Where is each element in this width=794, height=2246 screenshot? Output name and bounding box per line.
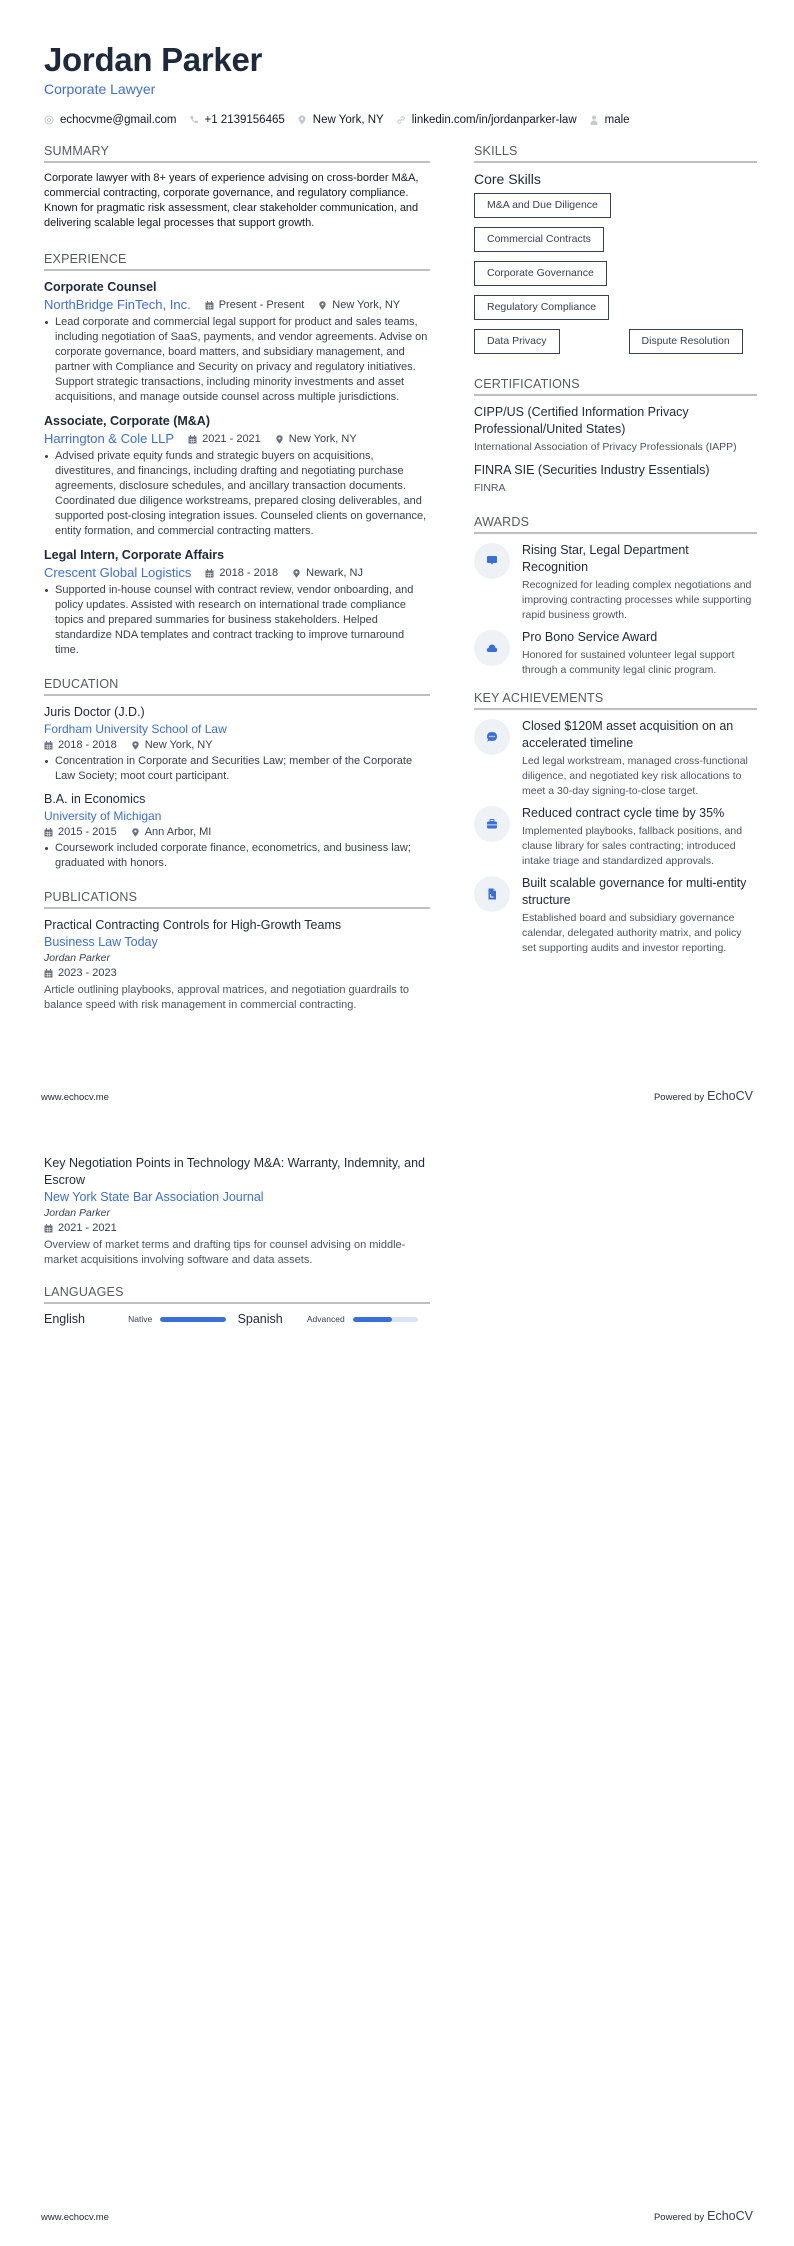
languages-heading: LANGUAGES bbox=[44, 1284, 430, 1304]
job-bullets bbox=[44, 315, 430, 405]
calendar-icon bbox=[44, 1224, 53, 1233]
location-pin-icon bbox=[297, 115, 307, 125]
award-description: Recognized for leading complex negotiations and improving contracting processes while supporting rapid business growth. bbox=[522, 579, 752, 621]
location-pin-icon bbox=[131, 741, 140, 750]
education-location bbox=[131, 737, 213, 753]
achievement-body bbox=[522, 805, 757, 869]
contact-gender bbox=[589, 114, 630, 126]
achievement-body bbox=[522, 875, 757, 956]
footer-website[interactable]: www.echocv.me bbox=[41, 1092, 109, 1103]
achievement-item bbox=[474, 805, 757, 869]
cloud-icon bbox=[474, 630, 510, 666]
achievement-title: Built scalable governance for multi-entity structure bbox=[522, 876, 747, 907]
summary-heading: SUMMARY bbox=[44, 143, 430, 163]
language-level: Advanced bbox=[306, 1314, 345, 1324]
briefcase-icon bbox=[474, 806, 510, 842]
footer-brand[interactable]: EchoCV bbox=[707, 2209, 753, 2223]
publication-author: Jordan Parker bbox=[44, 1207, 110, 1219]
job-dates bbox=[205, 564, 278, 582]
job-location bbox=[275, 430, 357, 448]
publication-date-wrap bbox=[44, 1220, 117, 1236]
calendar-icon bbox=[44, 969, 53, 978]
job-dates-text: Present - Present bbox=[218, 299, 305, 311]
education-bullet: Concentration in Corporate and Securities Law; member of the Corporate Law Society; moot court participant. bbox=[44, 754, 430, 784]
contact-location-text: New York, NY bbox=[312, 114, 384, 126]
contact-location bbox=[297, 114, 384, 126]
achievement-title: Reduced contract cycle time by 35% bbox=[522, 806, 725, 820]
contact-gender-text: male bbox=[604, 114, 630, 126]
education-section bbox=[44, 676, 430, 871]
experience-heading: EXPERIENCE bbox=[44, 251, 430, 271]
award-item bbox=[474, 542, 757, 623]
footer-website[interactable]: www.echocv.me bbox=[41, 2212, 109, 2223]
publication-dates-text: 2021 - 2021 bbox=[58, 1222, 117, 1234]
skill-group-title: Core Skills bbox=[474, 171, 541, 187]
skill-chip: Corporate Governance bbox=[474, 261, 607, 286]
award-item bbox=[474, 629, 757, 678]
left-column-continued bbox=[44, 1155, 430, 1326]
calendar-icon bbox=[188, 435, 197, 444]
job-location-text: Newark, NJ bbox=[306, 567, 363, 579]
skill-chip: Commercial Contracts bbox=[474, 227, 604, 252]
certification-issuer: FINRA bbox=[474, 482, 506, 494]
awards-section bbox=[474, 514, 757, 678]
achievement-description: Implemented playbooks, fallback positions, and clause library for sales contracting; introduced intake triage and standardized approvals. bbox=[522, 825, 743, 867]
education-location bbox=[131, 824, 212, 840]
certification-issuer: International Association of Privacy Professionals (IAPP) bbox=[474, 441, 737, 453]
location-pin-icon bbox=[275, 435, 284, 444]
contact-phone[interactable] bbox=[189, 114, 285, 126]
education-location-text: Ann Arbor, MI bbox=[144, 826, 212, 838]
summary-text: Corporate lawyer with 8+ years of experience advising on cross-border M&A, commercial contracting, corporate governance, and regulatory compliance. Known for pragmatic risk assessment, clear stakeholder communication, and delivering scalable legal processes that support growth. bbox=[44, 172, 419, 229]
language-name: Spanish bbox=[237, 1312, 283, 1326]
language-proficiency-fill bbox=[160, 1317, 225, 1322]
company-name: NorthBridge FinTech, Inc. bbox=[44, 297, 191, 312]
achievements-heading: KEY ACHIEVEMENTS bbox=[474, 690, 757, 710]
publications-section bbox=[44, 889, 430, 1013]
language-proficiency-fill bbox=[353, 1317, 392, 1322]
powered-by-label: Powered by bbox=[653, 1092, 705, 1103]
achievement-title: Closed $120M asset acquisition on an accelerated timeline bbox=[522, 719, 734, 750]
experience-item bbox=[44, 413, 430, 539]
language-level: Native bbox=[128, 1314, 153, 1324]
job-location-text: New York, NY bbox=[332, 299, 401, 311]
skill-chip: M&A and Due Diligence bbox=[474, 193, 611, 218]
publication-item bbox=[44, 1155, 430, 1268]
summary-section bbox=[44, 143, 430, 231]
calendar-icon bbox=[44, 741, 53, 750]
languages-list bbox=[44, 1312, 430, 1326]
publication-dates-text: 2023 - 2023 bbox=[58, 967, 117, 979]
education-bullet: Coursework included corporate finance, econometrics, and business law; graduated with honors. bbox=[44, 841, 430, 871]
certification-name: FINRA SIE (Securities Industry Essentials) bbox=[474, 463, 710, 477]
languages-section bbox=[44, 1284, 430, 1326]
publication-title: Key Negotiation Points in Technology M&A: Warranty, Indemnity, and Escrow bbox=[44, 1156, 425, 1187]
location-pin-icon bbox=[131, 828, 140, 837]
skills-section bbox=[474, 143, 757, 354]
location-pin-icon bbox=[292, 569, 301, 578]
footer-powered-by bbox=[654, 2209, 753, 2223]
job-bullets bbox=[44, 583, 430, 658]
certifications-section bbox=[474, 376, 757, 496]
calendar-icon bbox=[205, 569, 214, 578]
award-body bbox=[522, 542, 757, 623]
publication-outlet: New York State Bar Association Journal bbox=[44, 1190, 264, 1204]
right-column bbox=[474, 143, 757, 962]
skill-chip: Dispute Resolution bbox=[629, 329, 743, 354]
skill-chip: Regulatory Compliance bbox=[474, 295, 609, 320]
resume-page-2 bbox=[0, 1123, 794, 2246]
link-icon bbox=[396, 115, 406, 125]
candidate-title: Corporate Lawyer bbox=[44, 81, 156, 97]
awards-heading: AWARDS bbox=[474, 514, 757, 534]
certifications-heading: CERTIFICATIONS bbox=[474, 376, 757, 396]
education-location-text: New York, NY bbox=[144, 739, 213, 751]
publication-dates bbox=[44, 965, 430, 981]
chat-dots-icon bbox=[474, 719, 510, 755]
certification-item bbox=[474, 462, 757, 496]
education-item bbox=[44, 704, 430, 784]
calendar-icon bbox=[205, 301, 214, 310]
contact-email[interactable] bbox=[44, 114, 177, 126]
experience-item bbox=[44, 547, 430, 658]
certification-name: CIPP/US (Certified Information Privacy Professional/United States) bbox=[474, 405, 689, 436]
publication-item bbox=[44, 917, 430, 1013]
language-name: English bbox=[44, 1312, 85, 1326]
calendar-icon bbox=[44, 828, 53, 837]
phone-icon bbox=[189, 115, 199, 125]
job-dates-text: 2018 - 2018 bbox=[219, 567, 279, 579]
certification-item bbox=[474, 404, 757, 455]
publication-dates bbox=[44, 1220, 430, 1236]
achievement-item bbox=[474, 875, 757, 956]
skill-chips bbox=[474, 193, 757, 354]
degree: B.A. in Economics bbox=[44, 792, 146, 806]
job-location bbox=[292, 564, 363, 582]
publication-date-wrap bbox=[44, 965, 117, 981]
achievement-description: Led legal workstream, managed cross-functional diligence, and negotiated key risk allocations to meet a 30-day signing-to-close target. bbox=[522, 755, 748, 797]
award-body bbox=[522, 629, 757, 678]
education-meta bbox=[44, 737, 430, 753]
school-name: University of Michigan bbox=[44, 809, 162, 823]
footer-powered-by bbox=[654, 1089, 753, 1103]
location-pin-icon bbox=[318, 301, 327, 310]
powered-by-label: Powered by bbox=[653, 2212, 705, 2223]
contact-email-text: echocvme@gmail.com bbox=[60, 114, 177, 126]
job-bullet: Lead corporate and commercial legal support for product and sales teams, including negotiation of SaaS, payments, and vendor agreements. Advise on corporate governance, board matters, and subsidiary management, and partner with Compliance and Security on privacy and regulatory initiatives. Support strategic transactions, including minority investments and asset acquisitions, and manage outside counsel across multiple jurisdictions. bbox=[44, 315, 430, 405]
job-location-text: New York, NY bbox=[288, 433, 357, 445]
job-title: Legal Intern, Corporate Affairs bbox=[44, 548, 225, 562]
degree: Juris Doctor (J.D.) bbox=[44, 705, 145, 719]
education-item bbox=[44, 791, 430, 871]
job-title: Associate, Corporate (M&A) bbox=[44, 414, 210, 428]
job-meta bbox=[44, 564, 430, 582]
award-description: Honored for sustained volunteer legal support through a community legal clinic program. bbox=[522, 649, 735, 676]
chat-bubble-icon bbox=[474, 543, 510, 579]
footer-brand[interactable]: EchoCV bbox=[707, 1089, 753, 1103]
education-dates-text: 2018 - 2018 bbox=[58, 739, 117, 751]
contact-phone-text: +1 2139156465 bbox=[204, 114, 285, 126]
job-bullet: Supported in-house counsel with contract review, vendor onboarding, and policy updates. Assisted with research on international trade compliance topics and prepared summaries for business stakeholders. Helped standardize NDA templates and contract tracking to improve turnaround time. bbox=[44, 583, 430, 658]
education-dates bbox=[44, 737, 117, 753]
document-icon bbox=[474, 876, 510, 912]
skills-heading: SKILLS bbox=[474, 143, 757, 163]
skill-chip: Data Privacy bbox=[474, 329, 560, 354]
job-dates bbox=[205, 296, 305, 314]
job-location bbox=[318, 296, 400, 314]
page-footer bbox=[41, 1089, 753, 1103]
resume-header bbox=[44, 40, 750, 126]
left-column bbox=[44, 143, 430, 1021]
company-name: Harrington & Cole LLP bbox=[44, 431, 175, 446]
achievements-section bbox=[474, 690, 757, 956]
achievement-item bbox=[474, 718, 757, 799]
job-dates-text: 2021 - 2021 bbox=[202, 433, 261, 445]
achievement-body bbox=[522, 718, 757, 799]
achievement-description: Established board and subsidiary governance calendar, delegated authority matrix, and policy set supporting audits and investor reporting. bbox=[522, 912, 742, 954]
publications-heading: PUBLICATIONS bbox=[44, 889, 430, 909]
education-bullets bbox=[44, 754, 430, 784]
publication-author: Jordan Parker bbox=[44, 952, 110, 964]
job-bullet: Advised private equity funds and strategic buyers on acquisitions, divestitures, and financings, including drafting and negotiating purchase agreements, disclosure schedules, and ancillary transaction documents. Coordinated due diligence workstreams, prepared closing deliverables, and supported post-closing integration issues. Counseled clients on governance, entity formation, and commercial contracting matters. bbox=[44, 449, 430, 539]
contact-linkedin-text: linkedin.com/in/jordanparker-law bbox=[411, 114, 577, 126]
at-icon bbox=[44, 115, 54, 125]
education-bullets bbox=[44, 841, 430, 871]
job-title: Corporate Counsel bbox=[44, 280, 157, 294]
publication-description: Article outlining playbooks, approval matrices, and negotiation guardrails to balance speed with risk management in commercial contracting. bbox=[44, 984, 410, 1011]
company-name: Crescent Global Logistics bbox=[44, 565, 192, 580]
contact-linkedin[interactable] bbox=[396, 114, 577, 126]
publication-description: Overview of market terms and drafting tips for counsel advising on middle-market acquisitions involving software and data assets. bbox=[44, 1239, 406, 1266]
page-footer bbox=[41, 2209, 753, 2223]
contact-bar bbox=[44, 114, 750, 126]
publication-title: Practical Contracting Controls for High-Growth Teams bbox=[44, 918, 342, 932]
job-dates bbox=[188, 430, 261, 448]
experience-item bbox=[44, 279, 430, 405]
language-proficiency-bar bbox=[353, 1317, 418, 1322]
experience-section bbox=[44, 251, 430, 658]
education-dates bbox=[44, 824, 117, 840]
person-icon bbox=[589, 115, 599, 125]
job-meta bbox=[44, 430, 430, 448]
education-dates-text: 2015 - 2015 bbox=[58, 826, 117, 838]
education-heading: EDUCATION bbox=[44, 676, 430, 696]
award-title: Rising Star, Legal Department Recognition bbox=[522, 543, 689, 574]
school-name: Fordham University School of Law bbox=[44, 722, 227, 736]
candidate-name: Jordan Parker bbox=[44, 41, 263, 78]
job-meta bbox=[44, 296, 430, 314]
job-bullets bbox=[44, 449, 430, 539]
publication-outlet: Business Law Today bbox=[44, 935, 158, 949]
language-proficiency-bar bbox=[160, 1317, 225, 1322]
education-meta bbox=[44, 824, 430, 840]
award-title: Pro Bono Service Award bbox=[522, 630, 658, 644]
